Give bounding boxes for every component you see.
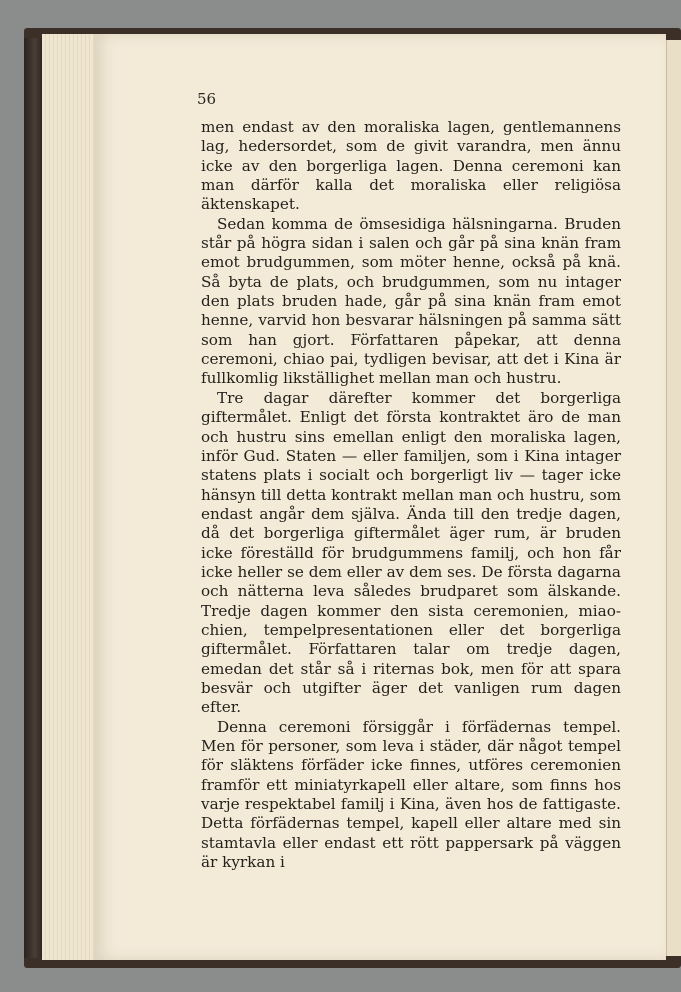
page-edges [42, 34, 94, 960]
paragraph: men endast av den moraliska lagen, gentlemannens lag, hedersordet, som de givit varandra, men ännu icke av den borgerliga lagen. Denna ceremoni kan man därför kalla det moraliska eller religiösa äktenskapet. [201, 118, 621, 214]
page-number: 56 [197, 90, 217, 108]
next-page-edge [666, 40, 681, 956]
body-text [201, 118, 621, 872]
paragraph: Tre dagar därefter kommer det borgerliga giftermålet. Enligt det första kontraktet äro de man och hustru sins emellan enligt den moraliska lagen, inför Gud. Staten — eller familjen, som i Kina intager statens plats i socialt och borgerligt liv — tager icke hänsyn till detta kontrakt mellan man och hustru, som endast angår dem själva. Ända till den tredje dagen, då det borgerliga giftermålet äger rum, är bruden icke föreställd för brudgummens familj, och hon får icke heller se dem eller av dem ses. De första dagarna och nätterna leva således brudparet som älskande. Tredje dagen kommer den sista ceremonien, miao-chien, tempelpresentationen eller det borgerliga giftermålet. Författaren talar om tredje dagen, emedan det står så i riternas bok, men för att spara besvär och utgifter äger det vanligen rum dagen efter. [201, 388, 621, 717]
paragraph: Denna ceremoni försiggår i förfädernas tempel. Men för personer, som leva i städer, där något tempel för släktens förfäder icke finnes, utföres ceremonien framför ett miniatyrkapell eller altare, som finns hos varje respektabel familj i Kina, även hos de fattigaste. Detta förfädernas tempel, kapell eller altare med sin stamtavla eller endast ett rött pappersark på väggen är kyrkan i [201, 717, 621, 872]
book-spine [24, 38, 42, 958]
paragraph: Sedan komma de ömsesidiga hälsningarna. Bruden står på högra sidan i salen och går på sina knän fram emot brudgummen, som möter henne, också på knä. Så byta de plats, och brudgummen, som nu intager den plats bruden hade, går på sina knän fram emot henne, varvid hon besvarar hälsningen på samma sätt som han gjort. Författaren påpekar, att denna ceremoni, chiao pai, tydligen bevisar, att det i Kina är fullkomlig likställighet mellan man och hustru. [201, 214, 621, 388]
